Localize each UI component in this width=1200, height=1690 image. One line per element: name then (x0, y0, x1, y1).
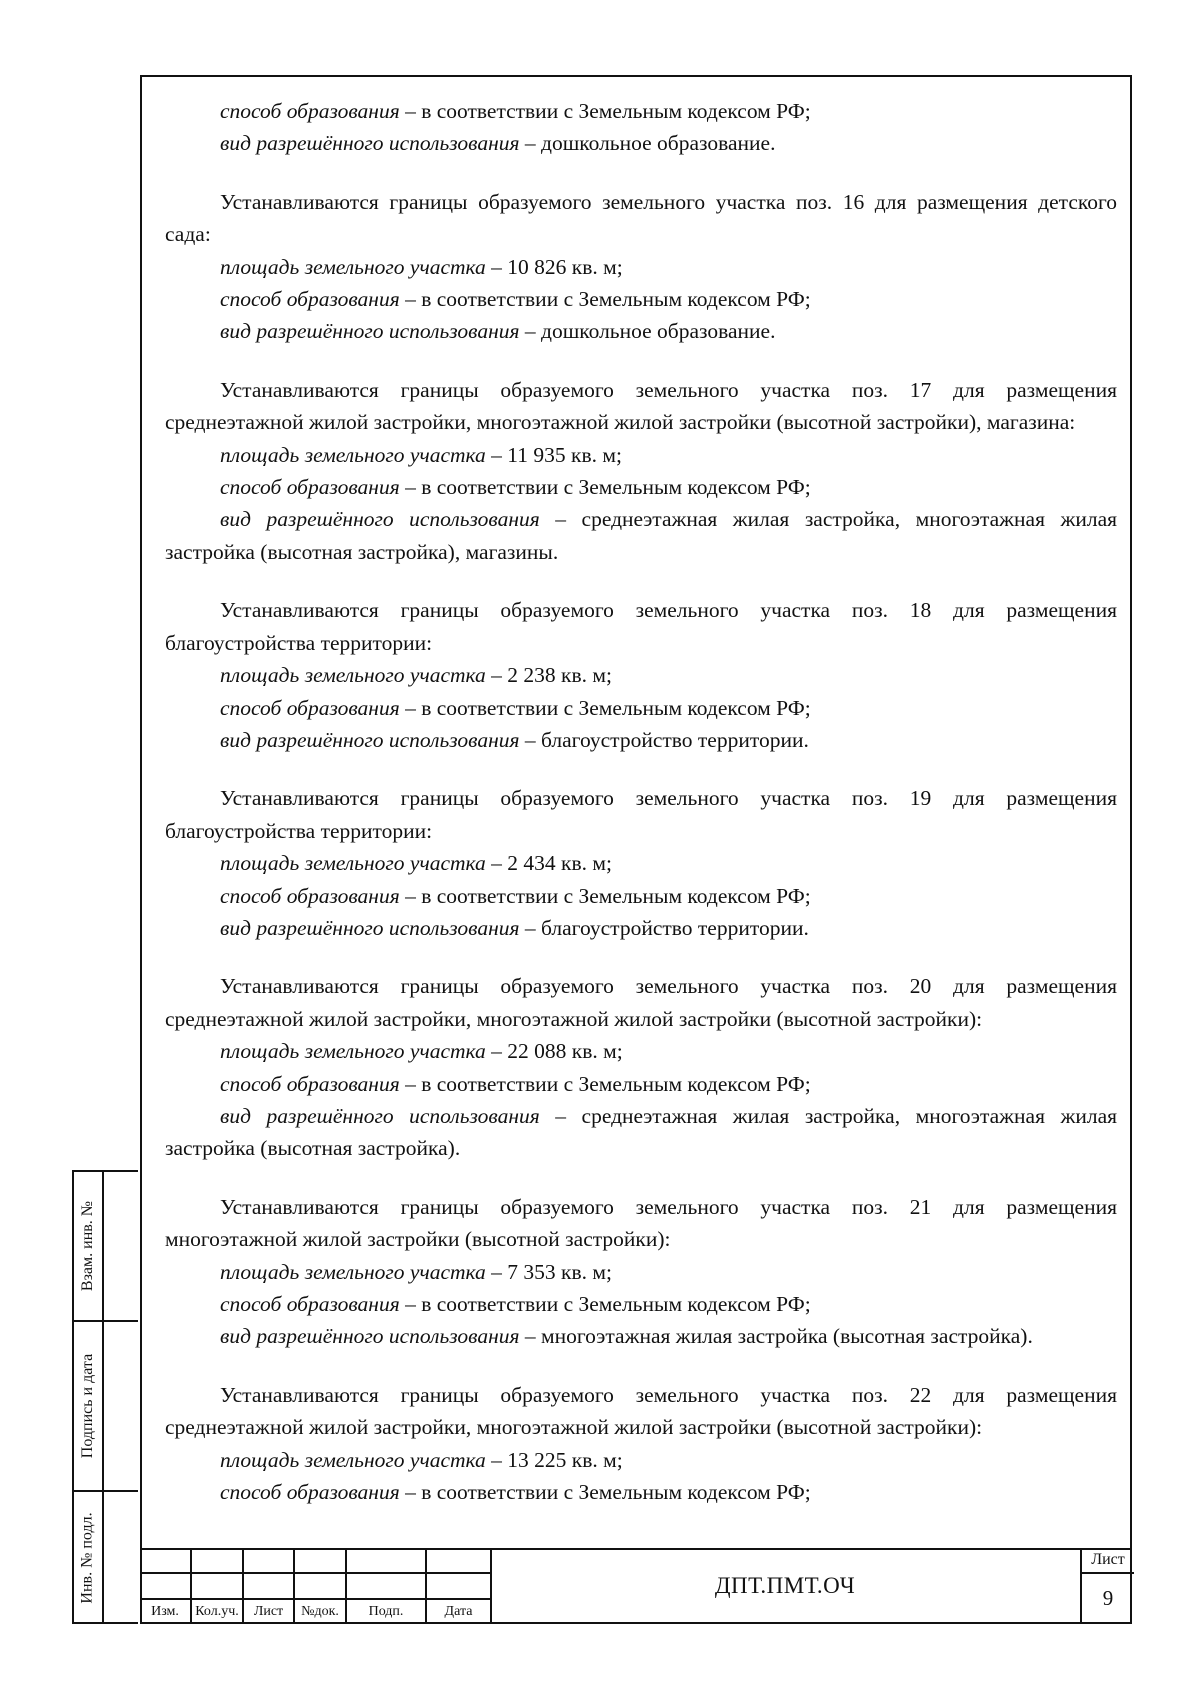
original-inv-cell (74, 1492, 102, 1624)
document-body (165, 95, 1117, 1508)
section-intro: Устанавливаются границы образуемого земельного участка поз. 20 для размещения среднеэтажной жилой застройки, многоэтажной жилой застройки (высотной застройки): (165, 974, 1117, 1031)
area-line: площадь земельного участка – 22 088 кв. м; (220, 1039, 623, 1064)
use-line: вид разрешённого использования – благоустройство территории. (220, 915, 809, 940)
area-line: площадь земельного участка – 11 935 кв. м; (220, 442, 622, 467)
replacement-inv-label: Взам. инв. № (79, 1200, 97, 1292)
method-line: способ образования – в соответствии с Земельным кодексом РФ; (220, 695, 811, 720)
method-line: способ образования – в соответствии с Земельным кодексом РФ; (220, 287, 811, 312)
method-line: способ образования – в соответствии с Земельным кодексом РФ; (220, 883, 811, 908)
method-line: способ образования – в соответствии с Земельным кодексом РФ; (220, 99, 811, 123)
signature-date-label: Подпись и дата (79, 1353, 96, 1459)
method-line: способ образования – в соответствии с Земельным кодексом РФ; (220, 1071, 811, 1096)
use-line: вид разрешённого использования – благоустройство территории. (220, 727, 809, 752)
header-signature: Подп. (368, 1604, 404, 1619)
area-line: площадь земельного участка – 2 434 кв. м; (220, 851, 612, 876)
area-line: площадь земельного участка – 13 225 кв. м; (220, 1447, 623, 1472)
use-line: вид разрешённого использования – дошкольное образование. (220, 319, 776, 344)
header-date: Дата (444, 1604, 473, 1619)
document-code: ДПТ.ПМТ.ОЧ (714, 1573, 856, 1598)
method-line: способ образования – в соответствии с Земельным кодексом РФ; (220, 1292, 811, 1316)
side-stamp (72, 1170, 138, 1624)
method-line: способ образования – в соответствии с Земельным кодексом РФ; (220, 475, 811, 500)
use-line: вид разрешённого использования – дошкольное образование. (220, 131, 776, 156)
header-count: Кол.уч. (195, 1604, 239, 1619)
section-intro: Устанавливаются границы образуемого земельного участка поз. 22 для размещения среднеэтажной жилой застройки, многоэтажной жилой застройки (высотной застройки): (165, 1382, 1117, 1440)
section-intro: Устанавливаются границы образуемого земельного участка поз. 19 для размещения благоустройства территории: (165, 786, 1117, 843)
replacement-inv-cell (74, 1172, 102, 1320)
area-line: площадь земельного участка – 7 353 кв. м; (220, 1259, 612, 1284)
sheet-box (1080, 1548, 1134, 1624)
header-sheet: Лист (253, 1604, 284, 1619)
section-intro: Устанавливаются границы образуемого земельного участка поз. 17 для размещения среднеэтажной жилой застройки, многоэтажной жилой застройки (высотной застройки), магазина: (165, 377, 1117, 435)
header-change: Изм. (151, 1604, 179, 1619)
section-intro: Устанавливаются границы образуемого земельного участка поз. 16 для размещения детского сада: (165, 189, 1117, 247)
sheet-label: Лист (1082, 1548, 1134, 1574)
use-line: вид разрешённого использования – многоэтажная жилая застройка (высотная застройка). (220, 1324, 1033, 1349)
use-line: вид разрешённого использования – среднеэтажная жилая застройка, многоэтажная жилая застройка (высотная застройка). (165, 1103, 1118, 1161)
original-inv-label: Инв. № подл. (79, 1512, 97, 1604)
sheet-number: 9 (1102, 1585, 1114, 1610)
area-line: площадь земельного участка – 2 238 кв. м; (220, 663, 612, 688)
header-doc-number: №док. (301, 1604, 339, 1619)
title-block (140, 1548, 1132, 1624)
method-line: способ образования – в соответствии с Земельным кодексом РФ; (220, 1480, 811, 1505)
revision-table (140, 1548, 490, 1624)
use-line: вид разрешённого использования – среднеэтажная жилая застройка, многоэтажная жилая застройка (высотная застройка), магазины. (165, 507, 1118, 564)
signature-date-cell (74, 1322, 102, 1490)
area-line: площадь земельного участка – 10 826 кв. м; (220, 254, 623, 279)
section-intro: Устанавливаются границы образуемого земельного участка поз. 18 для размещения благоустройства территории: (165, 598, 1117, 655)
section-intro: Устанавливаются границы образуемого земельного участка поз. 21 для размещения многоэтажной жилой застройки (высотной застройки): (165, 1194, 1117, 1252)
